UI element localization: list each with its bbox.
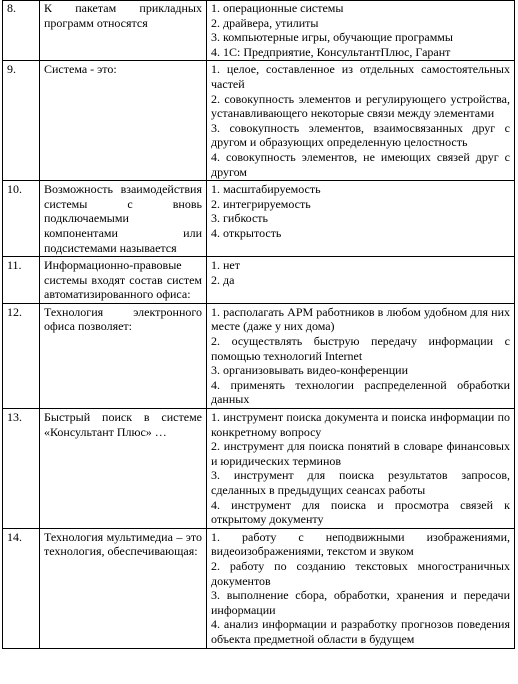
question-number: 11. — [3, 257, 40, 304]
question-number: 13. — [3, 409, 40, 529]
question-text: Быстрый поиск в системе «Консультант Плюс» … — [40, 409, 207, 529]
answer-option: 3. гибкость — [211, 211, 269, 226]
question-row-9 — [3, 61, 515, 181]
answer-option: 4. инструмент для поиска и просмотра связей к открытому документу — [211, 497, 510, 527]
question-number: 12. — [3, 303, 40, 408]
answer-option: 1. нет — [211, 258, 240, 273]
answer-option: 3. организовывать видео-конференции — [211, 363, 409, 378]
question-row-8 — [3, 1, 515, 61]
answer-options — [207, 61, 515, 181]
answer-option: 1. масштабируемость — [211, 182, 321, 197]
answer-options — [207, 409, 515, 529]
answer-options — [207, 528, 515, 648]
question-number: 8. — [3, 1, 40, 61]
answer-options — [207, 303, 515, 408]
question-text: Технология электронного офиса позволяет: — [40, 303, 207, 408]
answer-option: 1. работу с неподвижными изображениями, видеоизображениями, текстом и звуком — [211, 529, 510, 559]
question-text: Технология мультимедиа – это технология, обеспечивающая: — [40, 528, 207, 648]
answer-option: 1. целое, составленное из отдельных самостоятельных частей — [211, 62, 510, 91]
answer-option: 2. драйвера, утилиты — [211, 15, 319, 30]
question-text: Информационно-правовые системы входят состав систем автоматизированного офиса: — [40, 257, 207, 304]
question-row-11 — [3, 257, 515, 304]
answer-option: 1. инструмент поиска документа и поиска информации по конкретному вопросу — [211, 410, 510, 439]
answer-option: 3. инструмент для поиска результатов запросов, сделанных в предыдущих сеансах работы — [211, 468, 510, 497]
answer-option: 4. совокупность элементов, не имеющих связей друг с другом — [211, 149, 510, 179]
question-row-14 — [3, 528, 515, 648]
answer-option: 2. совокупность элементов и регулирующего устройства, устанавливающего некоторые связи между элементами — [211, 91, 510, 121]
question-number: 10. — [3, 181, 40, 257]
question-number: 9. — [3, 61, 40, 181]
questions-table — [2, 0, 515, 649]
answer-option: 4. 1С: Предприятие, КонсультантПлюс, Гарант — [211, 44, 451, 59]
question-row-13 — [3, 409, 515, 529]
answer-option: 4. применять технологии распределенной обработки данных — [211, 377, 510, 407]
answer-option: 2. работу по созданию текстовых многостраничных документов — [211, 558, 510, 588]
answer-option: 2. интегрируемость — [211, 196, 311, 211]
question-row-10 — [3, 181, 515, 257]
answer-option: 4. открытость — [211, 225, 282, 240]
answer-option: 4. анализ информации и разработку прогнозов поведения объекта предметной области в будущем — [211, 617, 510, 646]
question-row-12 — [3, 303, 515, 408]
answer-option: 2. инструмент для поиска понятий в словаре финансовых и юридических терминов — [211, 439, 510, 468]
answer-option: 1. располагать АРМ работников в любом удобном для них месте (даже у них дома) — [211, 304, 510, 334]
question-text: Система - это: — [40, 61, 207, 181]
answer-option: 2. осуществлять быструю передачу информации с помощью технологий Internet — [211, 334, 510, 363]
answer-option: 3. совокупность элементов, взаимосвязанных друг с другом и образующих определенную целостность — [211, 120, 510, 150]
answer-option: 3. выполнение сбора, обработки, хранения и передачи информации — [211, 588, 510, 617]
answer-option: 2. да — [211, 272, 235, 287]
answer-option: 1. операционные системы — [211, 1, 344, 15]
answer-options — [207, 257, 515, 304]
question-number: 14. — [3, 528, 40, 648]
answer-option: 3. компьютерные игры, обучающие программы — [211, 30, 453, 45]
question-text: К пакетам прикладных программ относятся — [40, 1, 207, 61]
question-text: Возможность взаимодействия системы с вновь подключаемыми компонентами или подсистемами называется — [40, 181, 207, 257]
answer-options — [207, 181, 515, 257]
answer-options — [207, 1, 515, 61]
